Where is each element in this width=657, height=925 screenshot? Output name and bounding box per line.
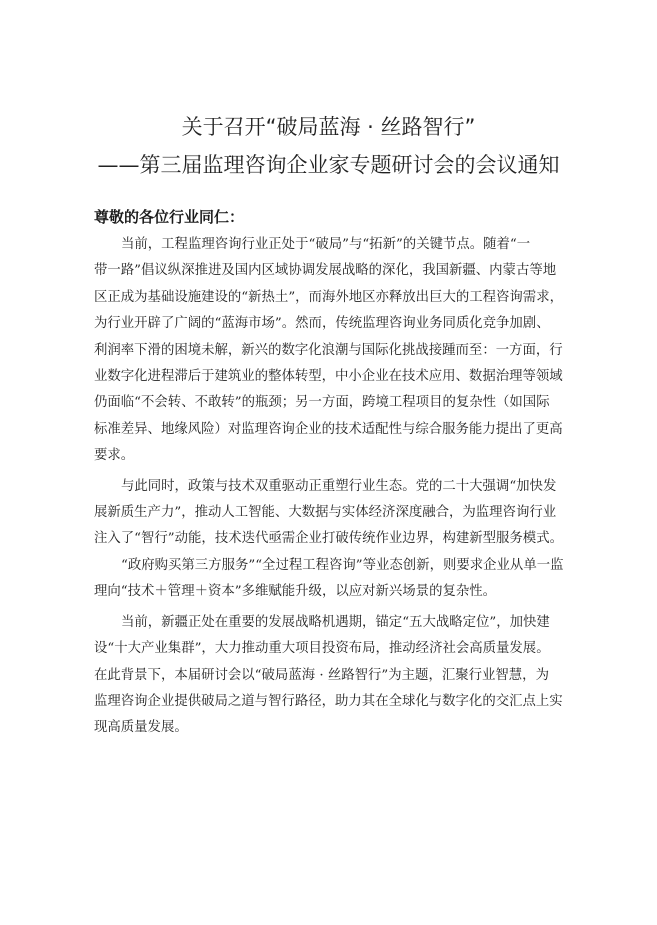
title-line-1: 关于召开“破局蓝海 · 丝路智行” <box>181 115 476 139</box>
text-line: 理向“技术＋管理＋资本”多维赋能升级，以应对新兴场景的复杂性。 <box>94 584 497 600</box>
text-line: 要求。 <box>94 448 135 464</box>
paragraph-3 <box>94 610 572 742</box>
text-line: 监理咨询企业提供破局之道与智行路径，助力其在全球化与数字化的交汇点上实 <box>94 693 563 709</box>
text-line: 现高质量发展。 <box>94 720 188 736</box>
text-line: 设“十大产业集群”，大力推动重大项目投资布局，推动经济社会高质量发展。 <box>94 641 550 657</box>
text-line: 业数字化进程滞后于建筑业的整体转型，中小企业在技术应用、数据治理等领域 <box>94 369 563 385</box>
text-line: 带一路”倡议纵深推进及国内区域协调发展战略的深化，我国新疆、内蒙古等地 <box>94 263 557 279</box>
title-line-2: ——第三届监理咨询企业家专题研讨会的会议通知 <box>97 153 560 177</box>
text-line: 为行业开辟了广阔的“蓝海市场”。然而，传统监理咨询业务同质化竞争加剧、 <box>94 316 550 332</box>
text-line: 展新质生产力”，推动人工智能、大数据与实体经济深度融合，为监理咨询行业 <box>94 505 557 521</box>
paragraph-2 <box>94 474 572 606</box>
text-line: “政府购买第三方服务”“全过程工程咨询”等业态创新，则要求企业从单一监 <box>121 557 564 573</box>
text-line: 当前，新疆正处在重要的发展战略机遇期，锚定“五大战略定位”，加快建 <box>121 614 550 630</box>
paragraph-1 <box>94 232 572 470</box>
text-line: 注入了“智行”动能，技术迭代亟需企业打破传统作业边界，构建新型服务模式。 <box>94 531 563 547</box>
text-line: 与此同时，政策与技术双重驱动正重塑行业生态。党的二十大强调“加快发 <box>121 478 557 494</box>
text-line: 当前，工程监理咨询行业正处于“破局”与“拓新”的关键节点。随着“一 <box>121 237 531 252</box>
salutation: 尊敬的各位行业同仁： <box>94 208 245 226</box>
text-line: 在此背景下，本届研讨会以“破局蓝海 · 丝路智行”为主题，汇聚行业智慧，为 <box>94 667 549 683</box>
text-line: 区正成为基础设施建设的“新热土”，而海外地区亦释放出巨大的工程咨询需求， <box>94 289 563 305</box>
text-line: 仍面临“不会转、不敢转”的瓶颈；另一方面，跨境工程项目的复杂性（如国际 <box>94 395 550 411</box>
document-body <box>94 232 572 746</box>
document-title <box>0 108 657 184</box>
text-line: 标准差异、地缘风险）对监理咨询企业的技术适配性与综合服务能力提出了更高 <box>94 421 563 437</box>
text-line: 利润率下滑的困境未解，新兴的数字化浪潮与国际化挑战接踵而至：一方面，行 <box>94 342 563 358</box>
